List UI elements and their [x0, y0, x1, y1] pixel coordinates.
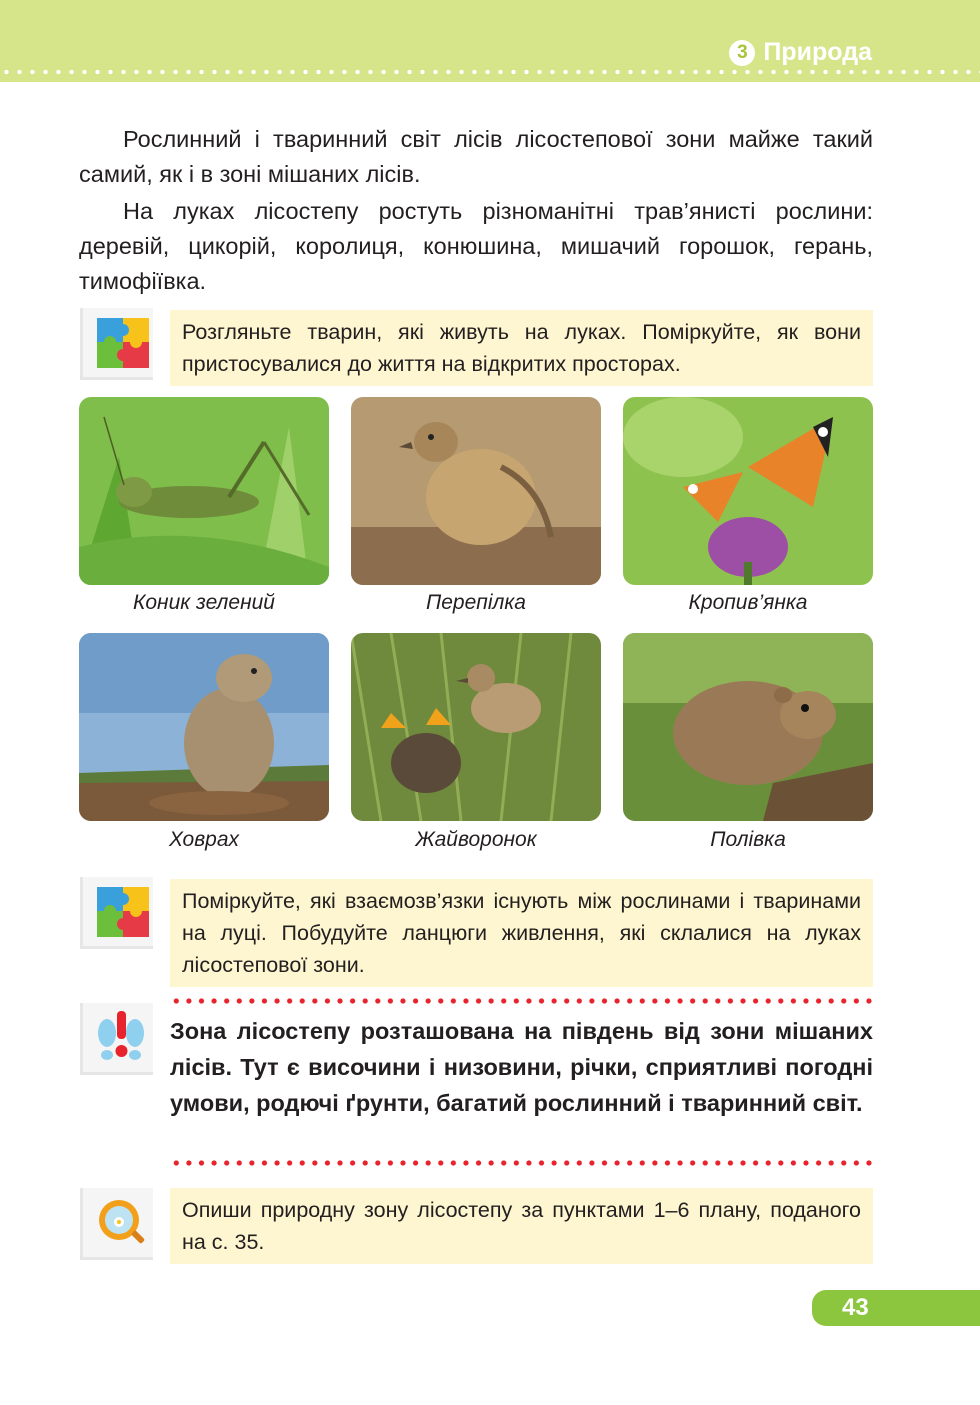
magnifier-icon — [80, 1188, 153, 1260]
chapter-label — [729, 38, 872, 67]
photo-lark — [351, 633, 601, 821]
caption-butterfly: Кропив’янка — [688, 591, 808, 614]
chapter-number: 3 — [729, 40, 755, 66]
task-food-chains: Поміркуйте, які взаємозв’язки існують між рослинами і тваринами на луці. Побудуйте ланцюги живлення, які склалися на луках лісостепової зони. — [170, 879, 873, 987]
photo-quail — [351, 397, 601, 585]
rule-bottom-dotted-line — [170, 1160, 876, 1166]
page-number: 43 — [812, 1290, 980, 1326]
caption-lark: Жайворонок — [415, 828, 537, 851]
chapter-title: Природа — [763, 38, 872, 66]
task-observe: Розгляньте тварин, які живуть на луках. Поміркуйте, як вони пристосувалися до життя на відкритих просторах. — [170, 310, 873, 386]
photo-butterfly — [623, 397, 873, 585]
photo-vole — [623, 633, 873, 821]
header-dotted-border — [0, 70, 980, 74]
caption-grasshopper: Коник зелений — [133, 591, 275, 614]
task-describe: Опиши природну зону лісостепу за пунктами 1–6 плану, поданого на с. 35. — [170, 1188, 873, 1264]
rule-top-dotted-line — [170, 998, 876, 1004]
rule-text: Зона лісостепу розташована на південь від зони мішаних лісів. Тут є височини і низовини, річки, сприятливі погодні умови, родючі ґрунти, багатий рослинний і тваринний світ. — [170, 1018, 873, 1116]
photo-ground-squirrel — [79, 633, 329, 821]
photo-grasshopper — [79, 397, 329, 585]
caption-quail: Перепілка — [426, 591, 526, 614]
caption-ground-squirrel: Ховрах — [168, 828, 240, 851]
puzzle-icon — [80, 308, 153, 380]
paragraph-1: Рослинний і тваринний світ лісів лісостепової зони майже такий самий, як і в зоні мішаних лісів. — [79, 126, 873, 187]
chapter-header — [0, 0, 980, 82]
remember-icon — [80, 1003, 153, 1075]
paragraph-2: На луках лісостепу ростуть різноманітні трав’янисті рослини: деревій, цикорій, королиця, конюшина, мишачий горошок, герань, тимофіївка. — [79, 198, 873, 294]
caption-vole: Полівка — [710, 828, 786, 851]
puzzle-icon — [80, 877, 153, 949]
